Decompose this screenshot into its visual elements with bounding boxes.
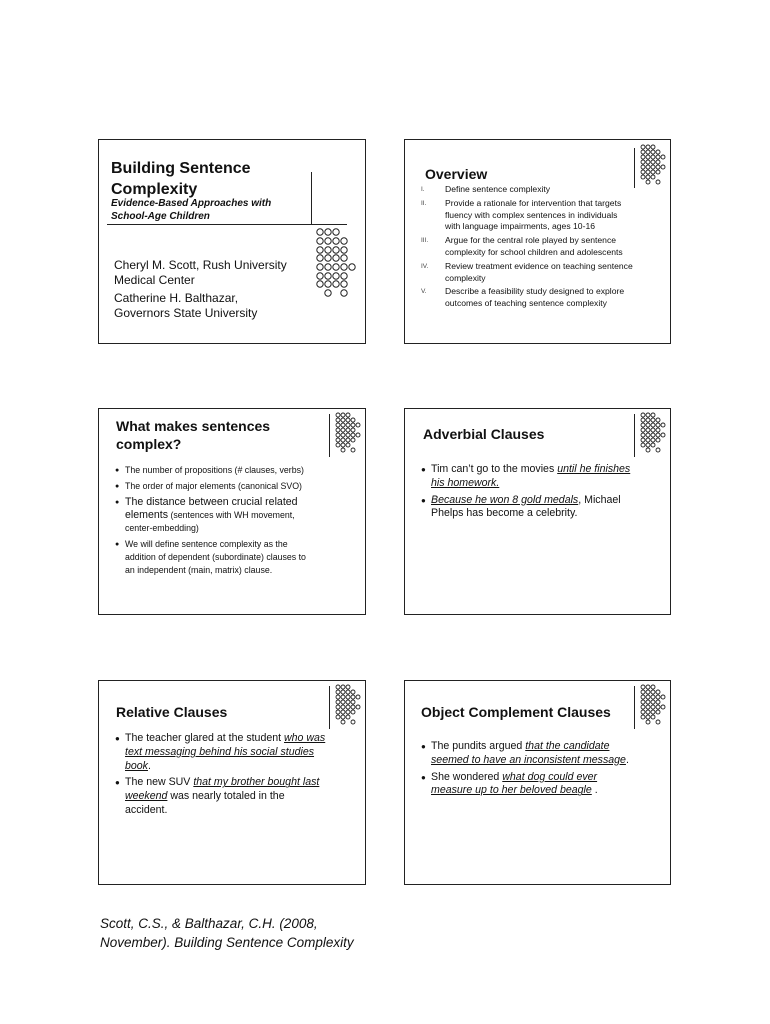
list-text: complexity for school children and adolescents [445, 246, 623, 257]
bullet-icon: ● [421, 742, 426, 751]
list-text: Describe a feasibility study designed to explore [445, 286, 625, 297]
clause-text: book [125, 759, 148, 772]
author-line: Medical Center [114, 273, 195, 287]
clause-text: text messaging behind his social studies [125, 745, 315, 758]
slide-5 [98, 680, 366, 885]
clause-text: his homework. [431, 476, 500, 489]
clause-text: that the candidate [525, 740, 610, 752]
slide-2 [404, 139, 671, 344]
list-item [115, 538, 360, 577]
bullet-text: The order of major elements (canonical SVO) [125, 481, 302, 491]
list-text: Argue for the central role played by sentence [445, 235, 617, 246]
circle-pattern-icon [638, 412, 666, 454]
bullet-icon: ● [115, 734, 120, 743]
bullet-text: Tim can’t go to the movies [431, 463, 558, 475]
bullet-icon: ● [115, 778, 120, 788]
circle-pattern-icon [311, 226, 361, 300]
decor-line [634, 148, 635, 188]
list-number: IV. [421, 262, 429, 270]
bullet-text: The new SUV [125, 776, 194, 789]
bullet-icon: ● [115, 499, 120, 506]
slide-1-title [111, 158, 301, 200]
decor-line [634, 414, 635, 457]
clause-text: seemed to have an inconsistent message [431, 753, 626, 766]
list-item [115, 464, 360, 477]
bullet-text: center-embedding) [125, 523, 199, 533]
slide-5-title: Relative Clauses [116, 704, 228, 720]
circle-pattern-icon [638, 684, 666, 726]
bullet-text: The distance between crucial related [125, 496, 298, 508]
list-text: Review treatment evidence on teaching sentence [445, 260, 633, 271]
circle-pattern-icon [333, 684, 361, 726]
bullet-text: elements [125, 509, 168, 521]
author-line: Cheryl M. Scott, Rush University [114, 258, 287, 272]
bullet-text: accident [125, 803, 165, 816]
list-item [421, 771, 666, 799]
circle-pattern-icon [333, 412, 361, 454]
title-line: What makes sentences [116, 418, 271, 434]
list-number: V. [421, 288, 427, 296]
bullet-text: The pundits argued [431, 740, 526, 752]
clause-text: measure up to her beloved beagle [431, 784, 592, 797]
bullet-list [115, 732, 360, 821]
list-text: with language impairments, ages 10-16 [445, 221, 596, 232]
bullet-icon: ● [115, 483, 120, 490]
slide-3 [98, 408, 366, 615]
list-text: outcomes of teaching sentence complexity [445, 298, 607, 309]
title-divider-horizontal [107, 224, 347, 225]
bullet-list [115, 464, 360, 580]
subtitle-line: School-Age Children [111, 210, 210, 222]
decor-line [329, 686, 330, 729]
circle-pattern-icon [638, 144, 666, 186]
bullet-text: , Michael [578, 493, 621, 506]
author-line: Governors State University [114, 306, 258, 320]
subtitle-line: Evidence-Based Approaches with [111, 198, 272, 209]
list-text: complexity [445, 272, 486, 283]
clause-text: who was [284, 732, 326, 744]
bullet-list [421, 463, 666, 524]
title-line: Complexity [111, 181, 198, 198]
citation-line: November). Building Sentence Complexity [100, 935, 354, 950]
author-2 [114, 291, 299, 321]
list-item [419, 235, 669, 259]
clause-text: that my brother bought last [193, 776, 320, 789]
slide-6-title: Object Complement Clauses [421, 704, 611, 720]
list-number: III. [421, 237, 429, 245]
bullet-text: an independent (main, matrix) clause. [125, 565, 273, 575]
bullet-icon: ● [115, 541, 120, 548]
slide-1 [98, 139, 366, 344]
bullet-text: addition of dependent (subordinate) clauses to [125, 552, 306, 562]
bullet-text: We will define sentence complexity as the [125, 539, 288, 549]
list-number: I. [421, 186, 425, 193]
slide-4 [404, 408, 671, 615]
list-text: Define sentence complexity [445, 184, 551, 194]
clause-text: Because he won 8 gold medals [431, 493, 579, 506]
bullet-text: . [164, 803, 168, 816]
list-item [419, 261, 669, 285]
slide-1-subtitle [111, 198, 311, 223]
list-item [115, 496, 360, 535]
list-item [419, 184, 669, 196]
bullet-text: She wondered [431, 770, 503, 783]
title-line: complex? [116, 436, 182, 452]
list-item [115, 776, 360, 817]
citation-line: Scott, C.S., & Balthazar, C.H. (2008, [100, 916, 318, 931]
list-item [115, 732, 360, 773]
author-line: Catherine H. Balthazar, [114, 291, 239, 305]
list-number: II. [421, 199, 427, 207]
bullet-icon: ● [115, 467, 120, 474]
bullet-text: (sentences with WH movement, [168, 510, 295, 520]
bullet-text: . [625, 753, 629, 766]
clause-text: until he finishes [557, 463, 631, 475]
slide-4-title: Adverbial Clauses [423, 426, 545, 442]
citation [100, 914, 400, 952]
slide-3-title [116, 417, 316, 453]
bullet-text: Phelps has become a celebrity. [431, 507, 578, 520]
bullet-text: . [591, 784, 598, 797]
clause-text: what dog could ever [502, 770, 598, 783]
list-item [419, 286, 669, 310]
list-text: fluency with complex sentences in individuals [445, 209, 618, 220]
slide-6 [404, 680, 671, 885]
bullet-text: . [147, 759, 151, 772]
title-divider-vertical [311, 172, 312, 224]
list-item [421, 463, 666, 491]
author-1 [114, 258, 299, 288]
list-item [115, 480, 360, 493]
decor-line [634, 686, 635, 729]
clause-text: weekend [125, 790, 168, 803]
overview-list [419, 184, 669, 312]
bullet-icon: ● [421, 495, 426, 505]
title-line: Building Sentence [111, 160, 251, 177]
list-item [421, 494, 666, 522]
bullet-text: The number of propositions (# clauses, verbs) [125, 465, 304, 475]
bullet-list [421, 740, 666, 801]
list-item [421, 740, 666, 768]
bullet-text: was nearly totaled in the [167, 790, 285, 803]
bullet-icon: ● [421, 772, 426, 782]
bullet-text: The teacher glared at the student [125, 732, 285, 744]
list-item [419, 198, 669, 233]
list-text: Provide a rationale for intervention that targets [445, 197, 622, 208]
slide-2-title: Overview [425, 166, 488, 182]
bullet-icon: ● [421, 465, 426, 474]
decor-line [329, 414, 330, 457]
